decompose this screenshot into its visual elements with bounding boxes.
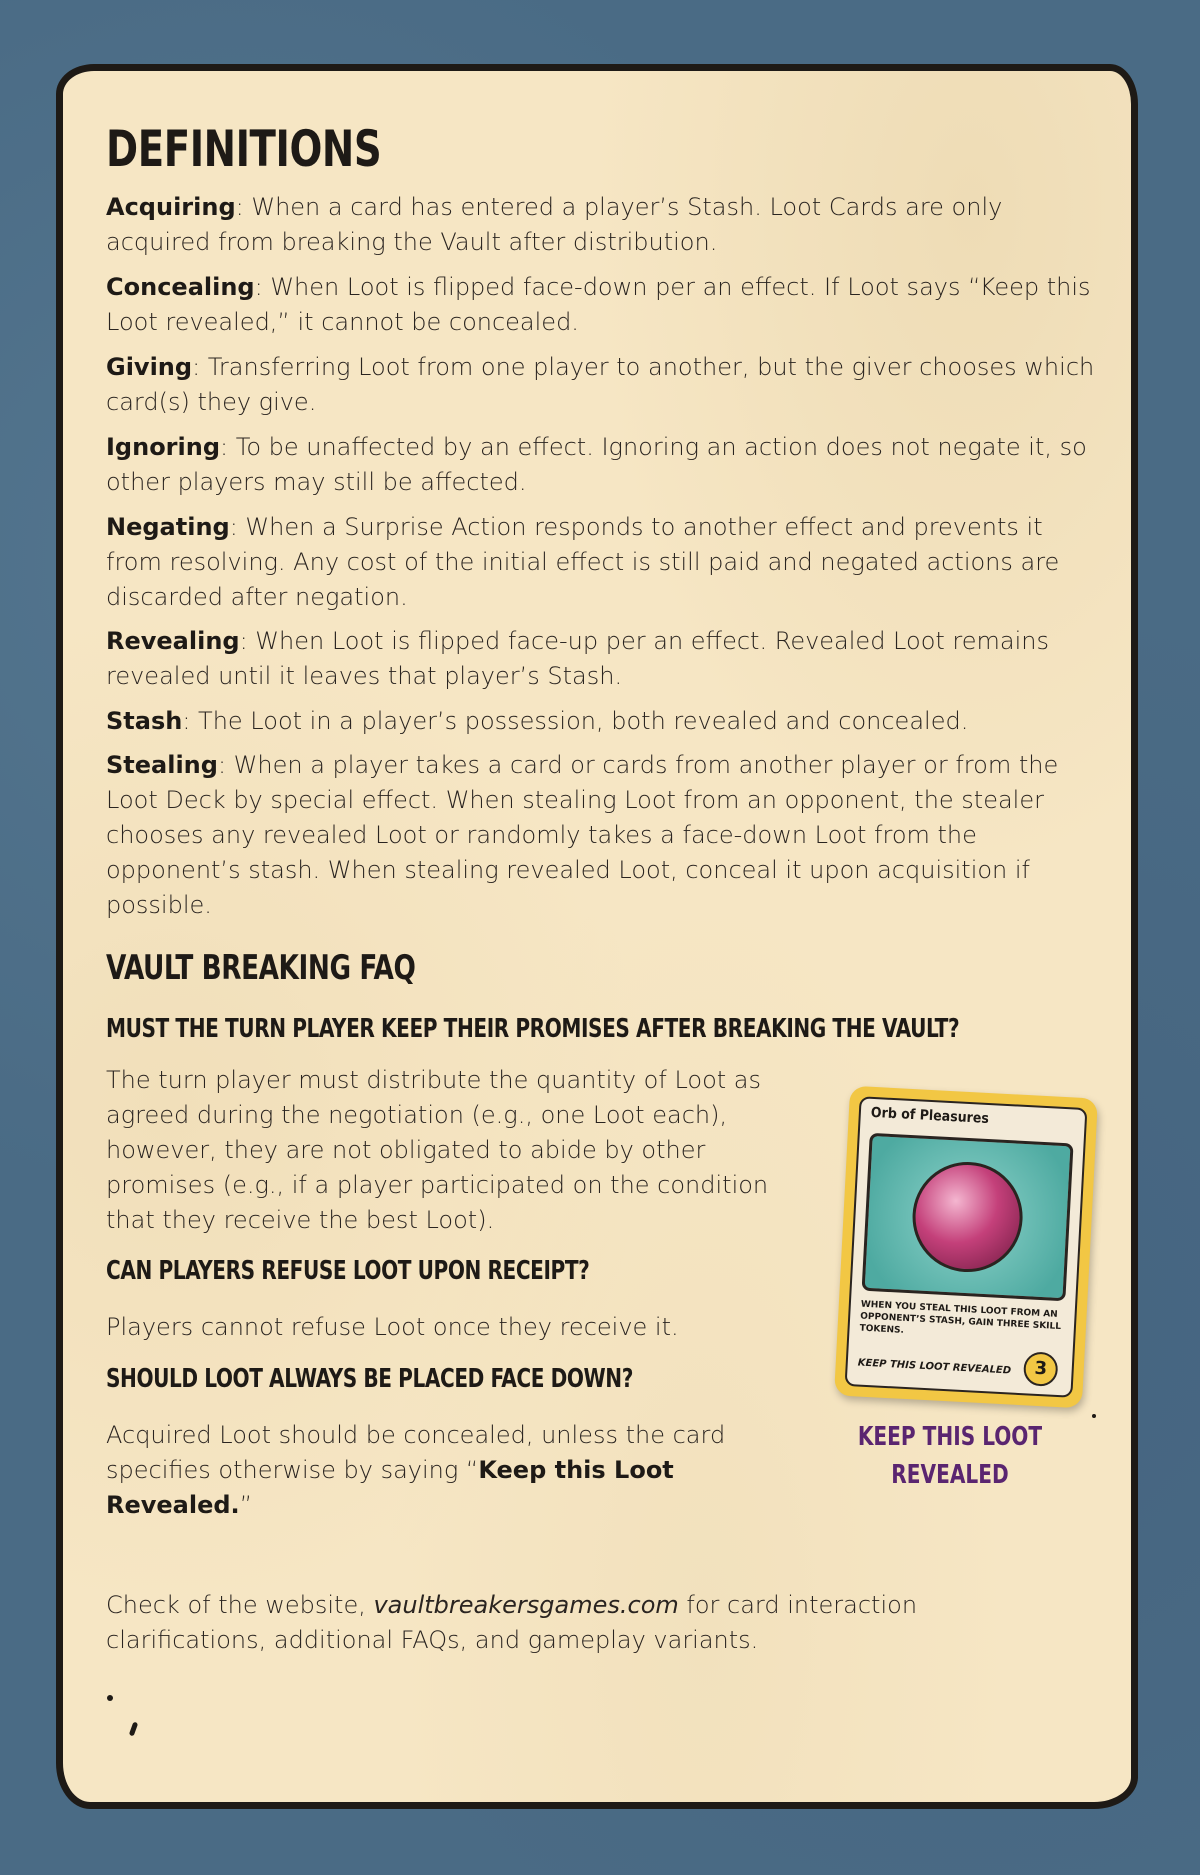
card-cost-badge: 3 (1023, 1351, 1059, 1387)
definition-concealing: Concealing: When Loot is flipped face-down per an effect. If Loot says “Keep this Loot revealed,” it cannot be concealed. (106, 273, 1091, 336)
definition-giving: Giving: Transferring Loot from one player to another, but the giver chooses which card(s) they give. (106, 353, 1095, 416)
faq-heading: VAULT BREAKING FAQ (106, 948, 416, 988)
definitions-heading: DEFINITIONS (106, 120, 382, 178)
card-caption: KEEP THIS LOOT REVEALED (857, 1422, 1043, 1490)
faq-question-1: MUST THE TURN PLAYER KEEP THEIR PROMISES AFTER BREAKING THE VAULT? (106, 1014, 960, 1044)
card-text: WHEN YOU STEAL THIS LOOT FROM AN OPPONENT’S STASH, GAIN THREE SKILL TOKENS. (859, 1299, 1062, 1336)
card-art (862, 1133, 1074, 1301)
card-title: Orb of Pleasures (870, 1104, 990, 1128)
faq-answer-3: Acquired Loot should be concealed, unless the card specifies otherwise by saying “Keep this Loot Revealed.” (106, 1421, 726, 1519)
faq-answer-1: The turn player must distribute the quantity of Loot as agreed during the negotiation (e.g., one Loot each), however, they are not obligated to abide by other promises (e.g., if a player participated on the condition that they receive the best Loot). (106, 1066, 769, 1234)
definition-negating: Negating: When a Surprise Action responds to another effect and prevents it from resolving. Any cost of the initial effect is still paid and negated actions are discarded after negation. (106, 513, 1060, 611)
card-footer: KEEP THIS LOOT REVEALED (857, 1357, 1012, 1377)
ink-speck (107, 1695, 113, 1701)
loot-card (834, 1086, 1098, 1409)
definition-ignoring: Ignoring: To be unaffected by an effect. Ignoring an action does not negate it, so other players may still be affected. (106, 433, 1087, 496)
website-note: Check of the website, vaultbreakersgames.com for card interaction clarifications, additional FAQs, and gameplay variants. (106, 1591, 918, 1654)
ink-speck (1092, 1414, 1096, 1418)
definition-revealing: Revealing: When Loot is flipped face-up per an effect. Revealed Loot remains revealed until it leaves that player’s Stash. (106, 627, 1049, 690)
definition-stealing: Stealing: When a player takes a card or cards from another player or from the Loot Deck by special effect. When stealing Loot from an opponent, the stealer chooses any revealed Loot or randomly takes a face-down Loot from the opponent’s stash. When stealing revealed Loot, conceal it upon acquisition if possible. (106, 751, 1059, 919)
definition-acquiring: Acquiring: When a card has entered a player’s Stash. Loot Cards are only acquired from breaking the Vault after distribution. (106, 193, 1003, 256)
faq-question-2: CAN PLAYERS REFUSE LOOT UPON RECEIPT? (106, 1256, 590, 1286)
definition-stash: Stash: The Loot in a player’s possession, both revealed and concealed. (106, 707, 969, 735)
orb-icon (910, 1159, 1026, 1275)
website-link[interactable]: vaultbreakersgames.com (373, 1591, 679, 1619)
faq-question-3: SHOULD LOOT ALWAYS BE PLACED FACE DOWN? (106, 1364, 633, 1394)
faq-answer-2: Players cannot refuse Loot once they receive it. (106, 1313, 679, 1341)
